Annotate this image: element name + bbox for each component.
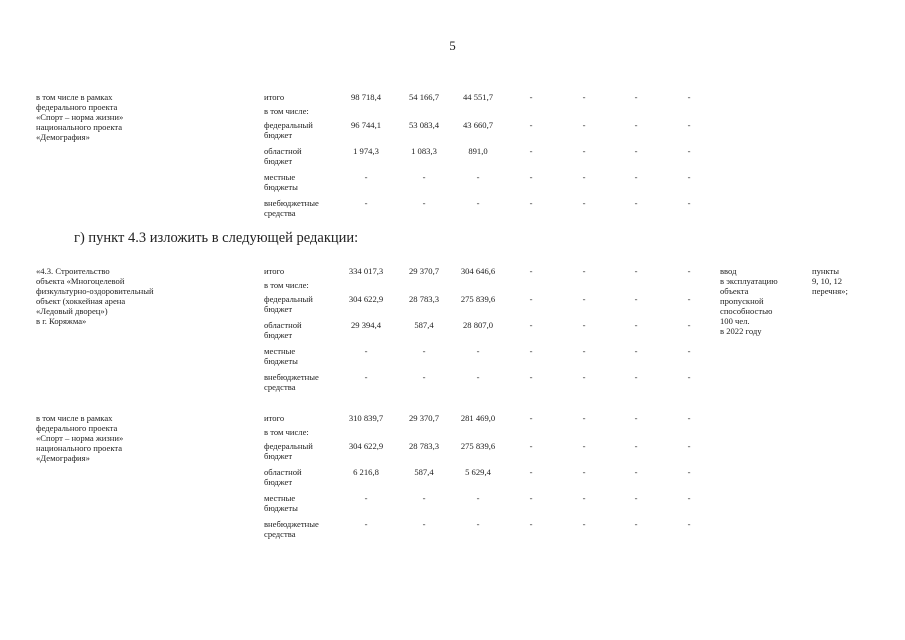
dash-cell: - [634, 413, 638, 423]
dash-cell: - [634, 120, 638, 130]
dash-cell: - [634, 320, 638, 330]
block-description: в том числе в рамках федерального проекта «Спорт – норма жизни» национального проекта «Демография» [36, 413, 124, 463]
row-label: внебюджетные средства [264, 198, 319, 218]
value-cell: - [422, 372, 426, 382]
row-label: итого [264, 266, 285, 276]
dash-cell: - [634, 493, 638, 503]
dash-cell: - [634, 146, 638, 156]
value-cell: - [422, 172, 426, 182]
dash-cell: - [687, 413, 691, 423]
value-cell: 334 017,3 [348, 266, 384, 276]
value-cell: 96 744,1 [350, 120, 382, 130]
dash-cell: - [687, 441, 691, 451]
value-cell: - [364, 372, 368, 382]
value-cell: 1 083,3 [411, 146, 437, 156]
value-cell: 28 783,3 [408, 294, 440, 304]
page-number: 5 [449, 38, 456, 53]
value-cell: 44 551,7 [462, 92, 494, 102]
dash-cell: - [687, 493, 691, 503]
dash-cell: - [687, 467, 691, 477]
value-cell: - [364, 346, 368, 356]
value-cell: - [422, 519, 426, 529]
dash-cell: - [582, 493, 586, 503]
dash-cell: - [582, 519, 586, 529]
value-cell: - [476, 346, 480, 356]
value-cell: - [422, 346, 426, 356]
value-cell: 275 839,6 [460, 294, 496, 304]
dash-cell: - [687, 266, 691, 276]
row-label: местные бюджеты [264, 346, 298, 366]
dash-cell: - [687, 146, 691, 156]
dash-cell: - [529, 441, 533, 451]
dash-cell: - [634, 519, 638, 529]
value-cell: - [476, 493, 480, 503]
dash-cell: - [529, 120, 533, 130]
dash-cell: - [687, 320, 691, 330]
row-label: в том числе: [264, 280, 309, 290]
dash-cell: - [582, 198, 586, 208]
value-cell: 587,4 [414, 320, 434, 330]
row-label: внебюджетные средства [264, 372, 319, 392]
dash-cell: - [687, 172, 691, 182]
value-cell: - [476, 519, 480, 529]
dash-cell: - [687, 92, 691, 102]
value-cell: 304 622,9 [348, 294, 384, 304]
dash-cell: - [529, 346, 533, 356]
dash-cell: - [529, 172, 533, 182]
value-cell: 304 622,9 [348, 441, 384, 451]
value-cell: 1 974,3 [353, 146, 379, 156]
dash-cell: - [634, 198, 638, 208]
reference-text: пункты 9, 10, 12 перечня»; [812, 266, 848, 296]
dash-cell: - [582, 172, 586, 182]
value-cell: 29 394,4 [350, 320, 382, 330]
dash-cell: - [634, 441, 638, 451]
dash-cell: - [529, 266, 533, 276]
value-cell: 275 839,6 [460, 441, 496, 451]
dash-cell: - [529, 146, 533, 156]
value-cell: - [422, 198, 426, 208]
dash-cell: - [529, 198, 533, 208]
value-cell: 310 839,7 [348, 413, 384, 423]
dash-cell: - [582, 92, 586, 102]
value-cell: 28 807,0 [462, 320, 494, 330]
dash-cell: - [529, 467, 533, 477]
value-cell: 54 166,7 [408, 92, 440, 102]
dash-cell: - [582, 294, 586, 304]
row-label: федеральный бюджет [264, 441, 313, 461]
row-label: федеральный бюджет [264, 294, 313, 314]
row-label: внебюджетные средства [264, 519, 319, 539]
dash-cell: - [529, 294, 533, 304]
dash-cell: - [582, 120, 586, 130]
dash-cell: - [582, 467, 586, 477]
dash-cell: - [634, 346, 638, 356]
row-label: федеральный бюджет [264, 120, 313, 140]
value-cell: 891,0 [468, 146, 488, 156]
value-cell: - [476, 172, 480, 182]
row-label: в том числе: [264, 427, 309, 437]
dash-cell: - [634, 372, 638, 382]
row-label: областной бюджет [264, 320, 302, 340]
dash-cell: - [634, 467, 638, 477]
block-description: «4.3. Строительство объекта «Многоцелевой физкультурно-оздоровительный объект (хоккейная арена «Ледовый дворец») в г. Коряжма» [36, 266, 154, 326]
value-cell: 5 629,4 [465, 467, 491, 477]
dash-cell: - [582, 266, 586, 276]
dash-cell: - [582, 346, 586, 356]
dash-cell: - [687, 346, 691, 356]
dash-cell: - [582, 372, 586, 382]
dash-cell: - [634, 92, 638, 102]
dash-cell: - [634, 294, 638, 304]
dash-cell: - [529, 493, 533, 503]
dash-cell: - [634, 172, 638, 182]
row-label: итого [264, 92, 285, 102]
value-cell: 29 370,7 [408, 266, 440, 276]
value-cell: - [476, 198, 480, 208]
value-cell: - [364, 198, 368, 208]
dash-cell: - [687, 519, 691, 529]
value-cell: 28 783,3 [408, 441, 440, 451]
value-cell: 281 469,0 [460, 413, 496, 423]
value-cell: - [364, 519, 368, 529]
dash-cell: - [529, 320, 533, 330]
dash-cell: - [687, 294, 691, 304]
dash-cell: - [582, 320, 586, 330]
row-label: итого [264, 413, 285, 423]
row-label: местные бюджеты [264, 172, 298, 192]
dash-cell: - [582, 146, 586, 156]
dash-cell: - [529, 519, 533, 529]
value-cell: 43 660,7 [462, 120, 494, 130]
value-cell: 29 370,7 [408, 413, 440, 423]
dash-cell: - [687, 198, 691, 208]
value-cell: 98 718,4 [350, 92, 382, 102]
value-cell: 53 083,4 [408, 120, 440, 130]
dash-cell: - [582, 413, 586, 423]
value-cell: - [476, 372, 480, 382]
row-label: в том числе: [264, 106, 309, 116]
dash-cell: - [582, 441, 586, 451]
value-cell: 6 216,8 [353, 467, 379, 477]
value-cell: - [364, 493, 368, 503]
dash-cell: - [634, 266, 638, 276]
dash-cell: - [529, 92, 533, 102]
dash-cell: - [529, 413, 533, 423]
result-text: ввод в эксплуатацию объекта пропускной способностью 100 чел. в 2022 году [720, 266, 778, 336]
value-cell: 304 646,6 [460, 266, 496, 276]
value-cell: - [364, 172, 368, 182]
block-description: в том числе в рамках федерального проекта «Спорт – норма жизни» национального проекта «Демография» [36, 92, 124, 142]
row-label: местные бюджеты [264, 493, 298, 513]
row-label: областной бюджет [264, 146, 302, 166]
value-cell: - [422, 493, 426, 503]
row-label: областной бюджет [264, 467, 302, 487]
dash-cell: - [687, 120, 691, 130]
value-cell: 587,4 [414, 467, 434, 477]
section-heading: г) пункт 4.3 изложить в следующей редакции: [74, 230, 359, 246]
dash-cell: - [529, 372, 533, 382]
dash-cell: - [687, 372, 691, 382]
